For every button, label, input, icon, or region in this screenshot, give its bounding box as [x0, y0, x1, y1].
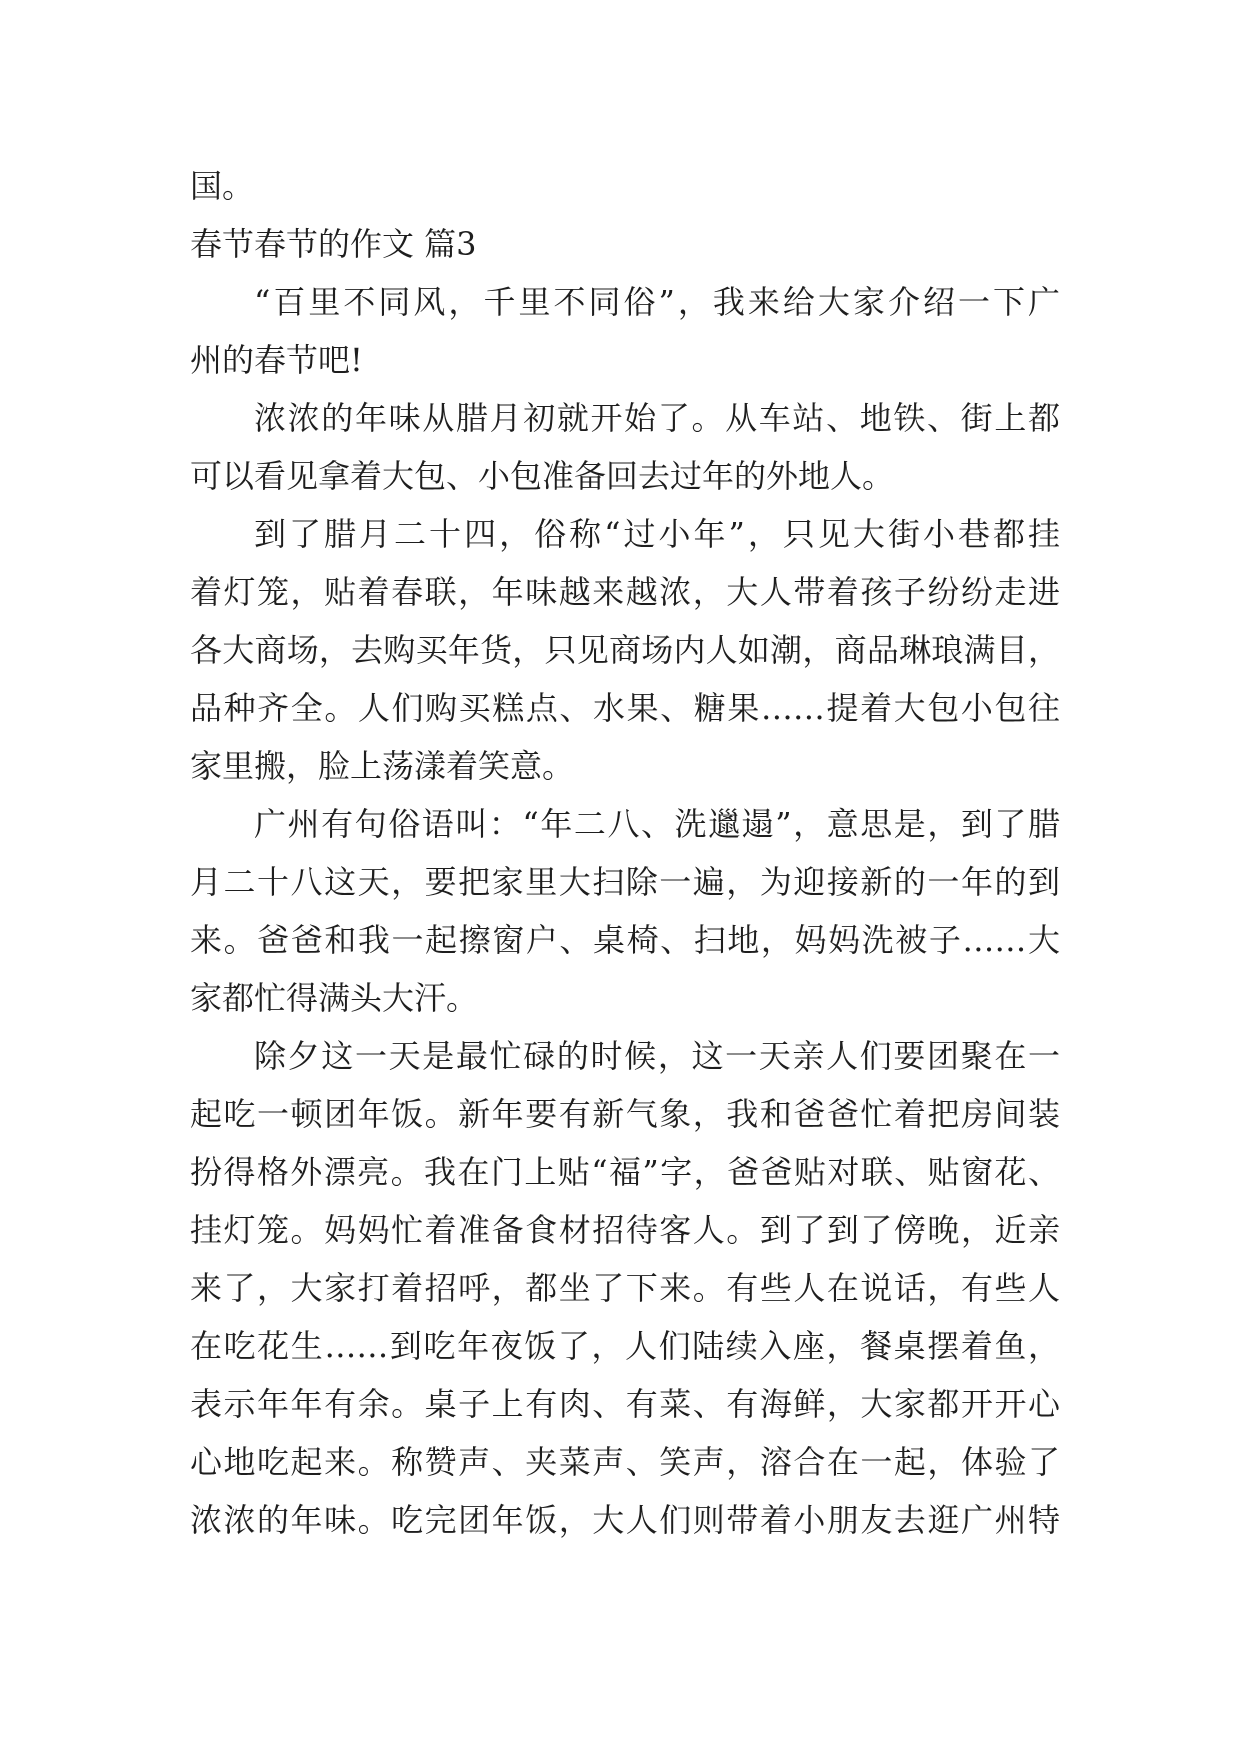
- text-line: 各大商场，去购买年货，只见商场内人如潮，商品琳琅满目，: [190, 631, 1060, 669]
- text-line: 浓浓的年味从腊月初就开始了。从车站、地铁、街上都: [254, 399, 1060, 437]
- text-line: 起吃一顿团年饭。新年要有新气象，我和爸爸忙着把房间装: [190, 1095, 1060, 1133]
- text-line: 家里搬，脸上荡漾着笑意。: [190, 747, 575, 785]
- text-line: “百里不同风，千里不同俗”，我来给大家介绍一下广: [254, 283, 1060, 321]
- text-line: 家都忙得满头大汗。: [190, 979, 479, 1017]
- text-line: 着灯笼，贴着春联，年味越来越浓，大人带着孩子纷纷走进: [190, 573, 1060, 611]
- text-line: 心地吃起来。称赞声、夹菜声、笑声，溶合在一起，体验了: [190, 1443, 1060, 1481]
- text-line: 州的春节吧!: [190, 341, 363, 379]
- text-line: 品种齐全。人们购买糕点、水果、糖果……提着大包小包往: [190, 689, 1060, 727]
- text-line: 国。: [190, 167, 255, 205]
- text-line: 可以看见拿着大包、小包准备回去过年的外地人。: [190, 457, 895, 495]
- section-heading: 春节春节的作文 篇3: [190, 225, 477, 263]
- text-line: 除夕这一天是最忙碌的时候，这一天亲人们要团聚在一: [254, 1037, 1060, 1075]
- text-line: 来了，大家打着招呼，都坐了下来。有些人在说话，有些人: [190, 1269, 1060, 1307]
- text-line: 来。爸爸和我一起擦窗户、桌椅、扫地，妈妈洗被子……大: [190, 921, 1060, 959]
- text-line: 浓浓的年味。吃完团年饭，大人们则带着小朋友去逛广州特: [190, 1501, 1060, 1539]
- document-body: [190, 157, 1060, 1549]
- text-line: 挂灯笼。妈妈忙着准备食材招待客人。到了到了傍晚，近亲: [190, 1211, 1060, 1249]
- text-line: 在吃花生……到吃年夜饭了，人们陆续入座，餐桌摆着鱼，: [190, 1327, 1060, 1365]
- text-line: 月二十八这天，要把家里大扫除一遍，为迎接新的一年的到: [190, 863, 1060, 901]
- text-line: 到了腊月二十四，俗称“过小年”，只见大街小巷都挂: [254, 515, 1060, 553]
- text-line: 表示年年有余。桌子上有肉、有菜、有海鲜，大家都开开心: [190, 1385, 1060, 1423]
- text-line: 扮得格外漂亮。我在门上贴“福”字，爸爸贴对联、贴窗花、: [190, 1153, 1060, 1191]
- text-line: 广州有句俗语叫：“年二八、洗邋遢”，意思是，到了腊: [254, 805, 1060, 843]
